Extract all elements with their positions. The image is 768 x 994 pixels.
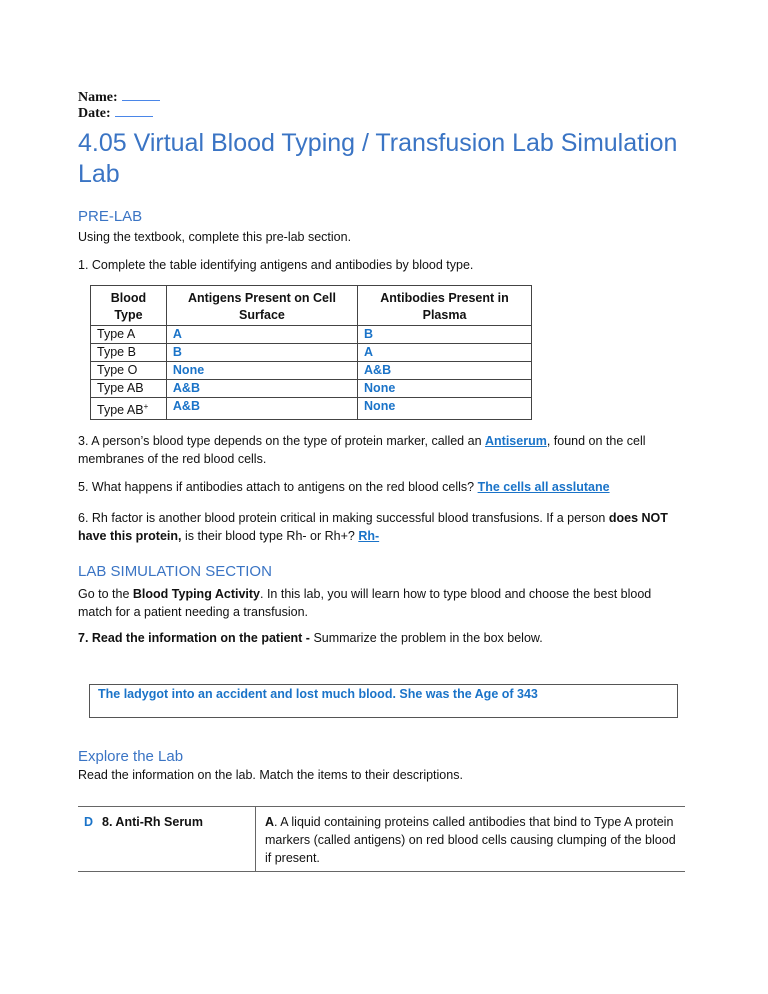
matching-table	[78, 806, 685, 872]
q6-answer[interactable]: Rh-	[358, 529, 380, 543]
intro-text-end: . In this lab, you will learn how to type blood and choose the best blood match for a patient needing a transfusion.	[78, 587, 652, 619]
table-row	[91, 344, 532, 362]
q6-bold: does NOT have this protein,	[78, 511, 668, 543]
cell-type: Type AB	[91, 380, 167, 398]
question-6	[78, 509, 688, 545]
activity-name: Blood Typing Activity	[132, 587, 260, 601]
header-antigens: Antigens Present on Cell Surface	[166, 286, 357, 326]
cell-antibodies[interactable]: A	[358, 344, 532, 362]
prelab-heading: PRE-LAB	[78, 208, 143, 225]
q7-text: Summarize the problem in the box below.	[313, 631, 543, 645]
q6-text-end: is their blood type Rh- or Rh+?	[181, 529, 359, 543]
q6-text: 6. Rh factor is another blood protein critical in making successful blood transfusions. If a person	[78, 511, 609, 525]
table-row	[91, 380, 532, 398]
q5-text: 5. What happens if antibodies attach to antigens on the red blood cells?	[78, 480, 478, 494]
type-text: Type AB	[97, 403, 144, 418]
table-row	[91, 326, 532, 344]
question-1: 1. Complete the table identifying antigens and antibodies by blood type.	[78, 258, 474, 272]
name-label: Name:	[78, 90, 118, 105]
cell-antibodies[interactable]: A&B	[358, 362, 532, 380]
cell-antibodies[interactable]: B	[358, 326, 532, 344]
type-sup: +	[143, 402, 149, 411]
q3-answer[interactable]: Antiserum	[485, 434, 547, 448]
cell-type: Type O	[91, 362, 167, 380]
question-3	[78, 432, 688, 468]
item-label: 8. Anti-Rh Serum	[102, 815, 203, 829]
q3-text: 3. A person’s blood type depends on the type of protein marker, called an	[78, 434, 485, 448]
question-5	[78, 480, 610, 494]
date-label: Date:	[78, 106, 111, 121]
header-blood-type: Blood Type	[91, 286, 167, 326]
cell-antigens[interactable]: A	[166, 326, 357, 344]
blood-type-table	[90, 285, 532, 420]
cell-type: Type A	[91, 326, 167, 344]
q7-answer[interactable]: The ladygot into an accident and lost much blood. She was the Age of 343	[98, 687, 538, 701]
name-line	[78, 90, 160, 106]
match-answer[interactable]: D	[84, 815, 94, 829]
date-blank[interactable]	[115, 116, 153, 117]
cell-type	[91, 398, 167, 420]
explore-intro: Read the information on the lab. Match the items to their descriptions.	[78, 768, 463, 782]
table-row	[91, 362, 532, 380]
explore-heading: Explore the Lab	[78, 748, 184, 765]
labsim-intro	[78, 585, 688, 621]
cell-type: Type B	[91, 344, 167, 362]
cell-antibodies[interactable]: None	[358, 380, 532, 398]
desc-letter: A	[265, 815, 275, 829]
question-7	[78, 631, 543, 645]
date-line	[78, 106, 153, 122]
cell-antigens[interactable]: None	[166, 362, 357, 380]
q7-bold: 7. Read the information on the patient -	[78, 631, 314, 645]
page-title: 4.05 Virtual Blood Typing / Transfusion Lab Simulation Lab	[78, 129, 678, 188]
intro-text: Go to the	[78, 587, 133, 601]
q5-answer[interactable]: The cells all asslutane	[477, 480, 610, 494]
name-blank[interactable]	[122, 100, 160, 101]
desc-text: . A liquid containing proteins called antibodies that bind to Type A protein markers (called antigens) on red blood cells causing clumping of the blood if present.	[265, 815, 676, 865]
header-antibodies: Antibodies Present in Plasma	[358, 286, 532, 326]
item-cell	[78, 807, 256, 872]
cell-antigens[interactable]: A&B	[166, 380, 357, 398]
cell-antibodies[interactable]: None	[358, 398, 532, 420]
description-cell	[256, 807, 686, 872]
patient-summary-box[interactable]	[89, 684, 678, 718]
cell-antigens[interactable]: A&B	[166, 398, 357, 420]
cell-antigens[interactable]: B	[166, 344, 357, 362]
table-header-row	[91, 286, 532, 326]
prelab-intro: Using the textbook, complete this pre-lab section.	[78, 230, 352, 244]
labsim-heading: LAB SIMULATION SECTION	[78, 563, 272, 580]
table-row	[91, 398, 532, 420]
table-row	[78, 807, 685, 872]
q3-text-end: , found on the cell membranes of the red blood cells.	[78, 434, 646, 466]
